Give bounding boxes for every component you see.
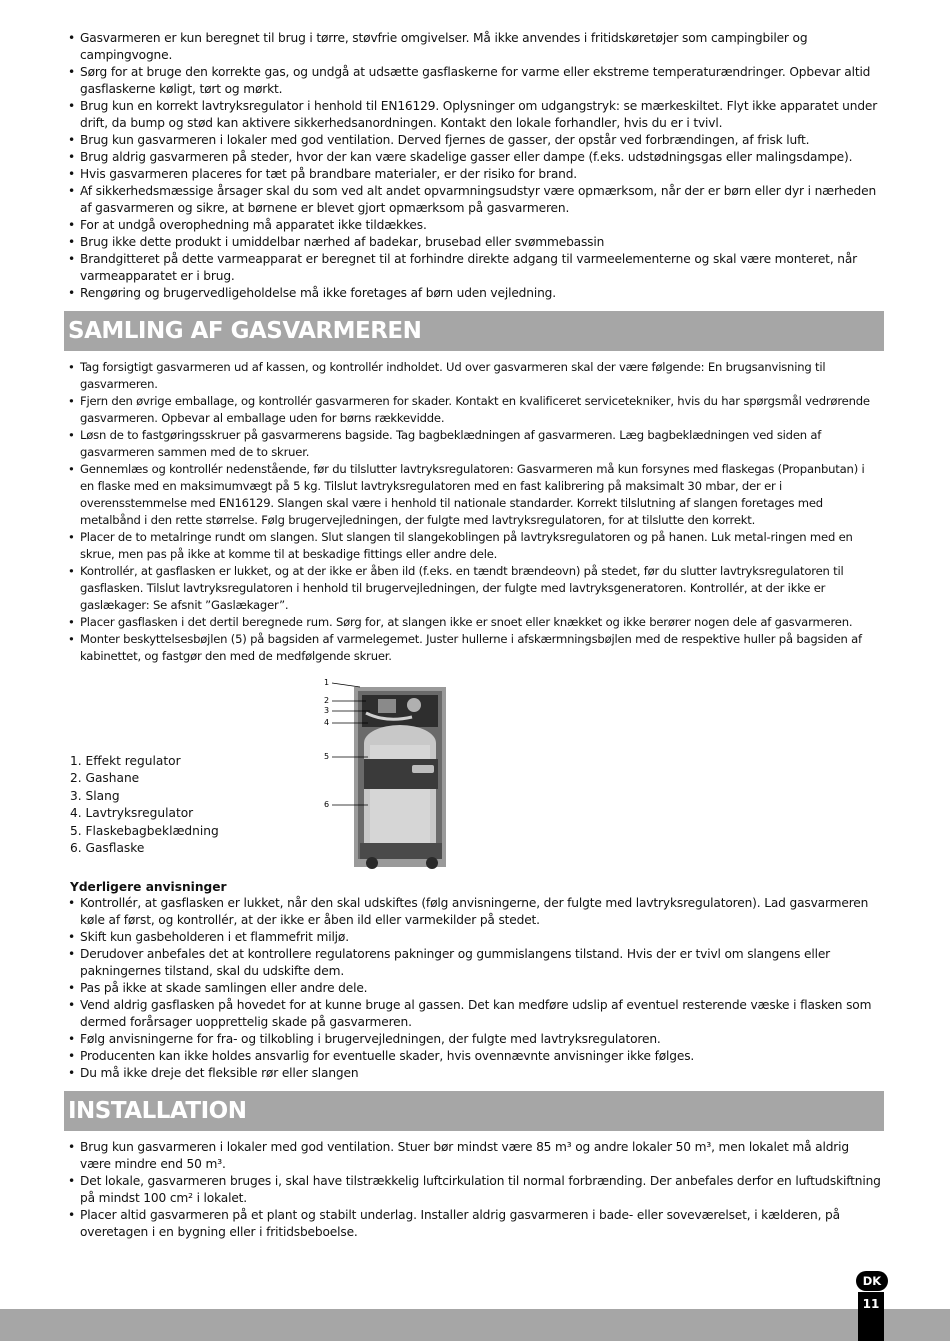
footer-bar — [0, 1309, 950, 1341]
list-item: • Du må ikke dreje det fleksible rør eller slangen — [68, 1065, 882, 1082]
list-item: • Brug ikke dette produkt i umiddelbar nærhed af badekar, brusebad eller svømmebassin — [68, 234, 882, 251]
list-item: • Brug kun gasvarmeren i lokaler med god ventilation. Derved fjernes de gasser, der opstår ved forbrændingen, af frisk luft. — [68, 132, 882, 149]
manual-page — [68, 30, 882, 1241]
part-label: 3. Slang — [70, 788, 120, 803]
callout-label: 1 — [324, 678, 330, 687]
section-heading-assembly: SAMLING AF GASVARMEREN — [64, 311, 884, 351]
part-label: 1. Effekt regulator — [70, 754, 181, 768]
list-item: • Gasvarmeren er kun beregnet til brug i tørre, støvfrie omgivelser. Må ikke anvendes i fritidskøretøjer som campingbiler og campingvogne. — [68, 30, 882, 64]
installation-bullet-list — [68, 1139, 882, 1241]
further-instructions-list — [68, 895, 882, 1082]
list-item: • Af sikkerhedsmæssige årsager skal du som ved alt andet opvarmningsudstyr være opmærksom, når der er børn eller dyr i nærheden af gasvarmeren og sikre, at børnene er blevet gjort opmærksom på gasvarmeren. — [68, 183, 882, 217]
part-label: 2. Gashane — [70, 771, 140, 786]
subheading-further-instructions: Yderligere anvisninger — [70, 880, 227, 894]
part-label: 6. Gasflaske — [70, 841, 145, 856]
list-item: • Placer gasflasken i det dertil beregnede rum. Sørg for, at slangen ikke er snoet eller knækket og ikke berører nogen dele af gasvarmeren. — [68, 614, 882, 631]
callout-label: 3 — [324, 706, 330, 715]
gas-heater-photo — [316, 673, 502, 873]
list-item: • Rengøring og brugervedligeholdelse må ikke foretages af børn uden vejledning. — [68, 285, 882, 302]
callout-label: 4 — [324, 718, 330, 727]
assembly-bullet-list — [68, 359, 882, 665]
part-label: 5. Flaskebagbeklædning — [70, 823, 219, 838]
list-item: • Placer de to metalringe rundt om slangen. Slut slangen til slangekoblingen på lavtryksregulatoren og på hanen. Luk metal-ringen med en skrue, men pas på ikke at komme til at beskadige fittings eller andre dele. — [68, 529, 882, 563]
language-badge: DK — [856, 1271, 888, 1291]
callout-label: 6 — [324, 800, 330, 809]
list-item: • Pas på ikke at skade samlingen eller andre dele. — [68, 980, 882, 997]
section-heading-installation: INSTALLATION — [64, 1091, 884, 1131]
list-item: • Placer altid gasvarmeren på et plant og stabilt underlag. Installer aldrig gasvarmeren i bade- eller soveværelset, i kælderen, på overetagen i en bygning eller i fritidsbeboelse. — [68, 1207, 882, 1241]
parts-figure-row — [68, 673, 882, 878]
list-item: • Derudover anbefales det at kontrollere regulatorens pakninger og gummislangens tilstand. Hvis der er tvivl om slangens eller pakningernes tilstand, skal du udskifte dem. — [68, 946, 882, 980]
list-item: • Brandgitteret på dette varmeapparat er beregnet til at forhindre direkte adgang til varmeelementerne og skal være monteret, når varmeapparatet er i brug. — [68, 251, 882, 285]
list-item: • Hvis gasvarmeren placeres for tæt på brandbare materialer, er der risiko for brand. — [68, 166, 882, 183]
list-item: • For at undgå overophedning må apparatet ikke tildækkes. — [68, 217, 882, 234]
list-item: • Skift kun gasbeholderen i et flammefrit miljø. — [68, 929, 882, 946]
callout-label: 2 — [324, 696, 330, 705]
list-item: • Fjern den øvrige emballage, og kontrollér gasvarmeren for skader. Kontakt en kvalificeret servicetekniker, hvis du har spørgsmål vedrørende gasvarmeren. Opbevar al emballage uden for børns rækkevidde. — [68, 393, 882, 427]
parts-list — [70, 753, 219, 857]
part-label: 4. Lavtryksregulator — [70, 806, 194, 821]
list-item: • Følg anvisningerne for fra- og tilkobling i brugervejledningen, der fulgte med lavtryksregulatoren. — [68, 1031, 882, 1048]
list-item: • Monter beskyttelsesbøjlen (5) på bagsiden af varmelegemet. Juster hullerne i afskærmningsbøjlen med de respektive huller på bagsiden af kabinettet, og fastgør den med de medfølgende skruer. — [68, 631, 882, 665]
list-item: • Sørg for at bruge den korrekte gas, og undgå at udsætte gasflaskerne for varme eller ekstreme temperaturændringer. Opbevar altid gasflaskerne køligt, tørt og mørkt. — [68, 64, 882, 98]
list-item: • Kontrollér, at gasflasken er lukket, og at der ikke er åben ild (f.eks. en tændt brændeovn) på stedet, før du slutter lavtryksregulatoren til gasflasken. Tilslut lavtryksregulatoren i henhold til brugervejledningen, der fulgte med lavtryksgeneratoren. Kontrollér, at der ikke er gaslækager: Se afsnit ”Gaslækager”. — [68, 563, 882, 614]
list-item: • Brug kun gasvarmeren i lokaler med god ventilation. Stuer bør mindst være 85 m³ og andre lokaler 50 m³, men lokalet må aldrig være mindre end 50 m³. — [68, 1139, 882, 1173]
list-item: • Kontrollér, at gasflasken er lukket, når den skal udskiftes (følg anvisningerne, der fulgte med lavtryksregulatoren). Lad gasvarmeren køle af først, og kontrollér, at der ikke er åben ild eller varmekilder på stedet. — [68, 895, 882, 929]
list-item: • Vend aldrig gasflasken på hovedet for at kunne bruge al gassen. Det kan medføre udslip af eventuel resterende væske i flasken som dermed forårsager uopprettelig skade på gasvarmeren. — [68, 997, 882, 1031]
intro-bullet-list — [68, 30, 882, 302]
list-item: • Tag forsigtigt gasvarmeren ud af kassen, og kontrollér indholdet. Ud over gasvarmeren skal der være følgende: En brugsanvisning til gasvarmeren. — [68, 359, 882, 393]
callout-label: 5 — [324, 752, 330, 761]
list-item: • Gennemlæs og kontrollér nedenstående, før du tilslutter lavtryksregulatoren: Gasvarmeren må kun forsynes med flaskegas (Propanbutan) i en flaske med en maksimumvægt på 5 kg. Tilslut lavtryksregulatoren med en fast kalibrering på maksimalt 30 mbar, der er i overensstemmelse med EN16129. Slangen skal være i henhold til nationale standarder. Korrekt tilslutning af slangen foretages med metalbånd i den rette størrelse. Følg brugervejledningen, der fulgte med lavtryksregulatoren, for at tilslutte den korrekt. — [68, 461, 882, 529]
list-item: • Brug aldrig gasvarmeren på steder, hvor der kan være skadelige gasser eller dampe (f.eks. udstødningsgas eller malingsdampe). — [68, 149, 882, 166]
list-item: • Løsn de to fastgøringsskruer på gasvarmerens bagside. Tag bagbeklædningen af gasvarmeren. Læg bagbeklædningen ved siden af gasvarmeren sammen med de to skruer. — [68, 427, 882, 461]
list-item: • Brug kun en korrekt lavtryksregulator i henhold til EN16129. Oplysninger om udgangstryk: se mærkeskiltet. Flyt ikke apparatet under drift, da bump og stød kan aktivere sikkerhedsanordningen. Kontakt den lokale forhandler, hvis du er i tvivl. — [68, 98, 882, 132]
list-item: • Det lokale, gasvarmeren bruges i, skal have tilstrækkelig luftcirkulation til normal forbrænding. Der anbefales derfor en luftudskiftning på mindst 100 cm² i lokalet. — [68, 1173, 882, 1207]
page-number: 11 — [858, 1292, 884, 1341]
list-item: • Producenten kan ikke holdes ansvarlig for eventuelle skader, hvis ovennævnte anvisninger ikke følges. — [68, 1048, 882, 1065]
